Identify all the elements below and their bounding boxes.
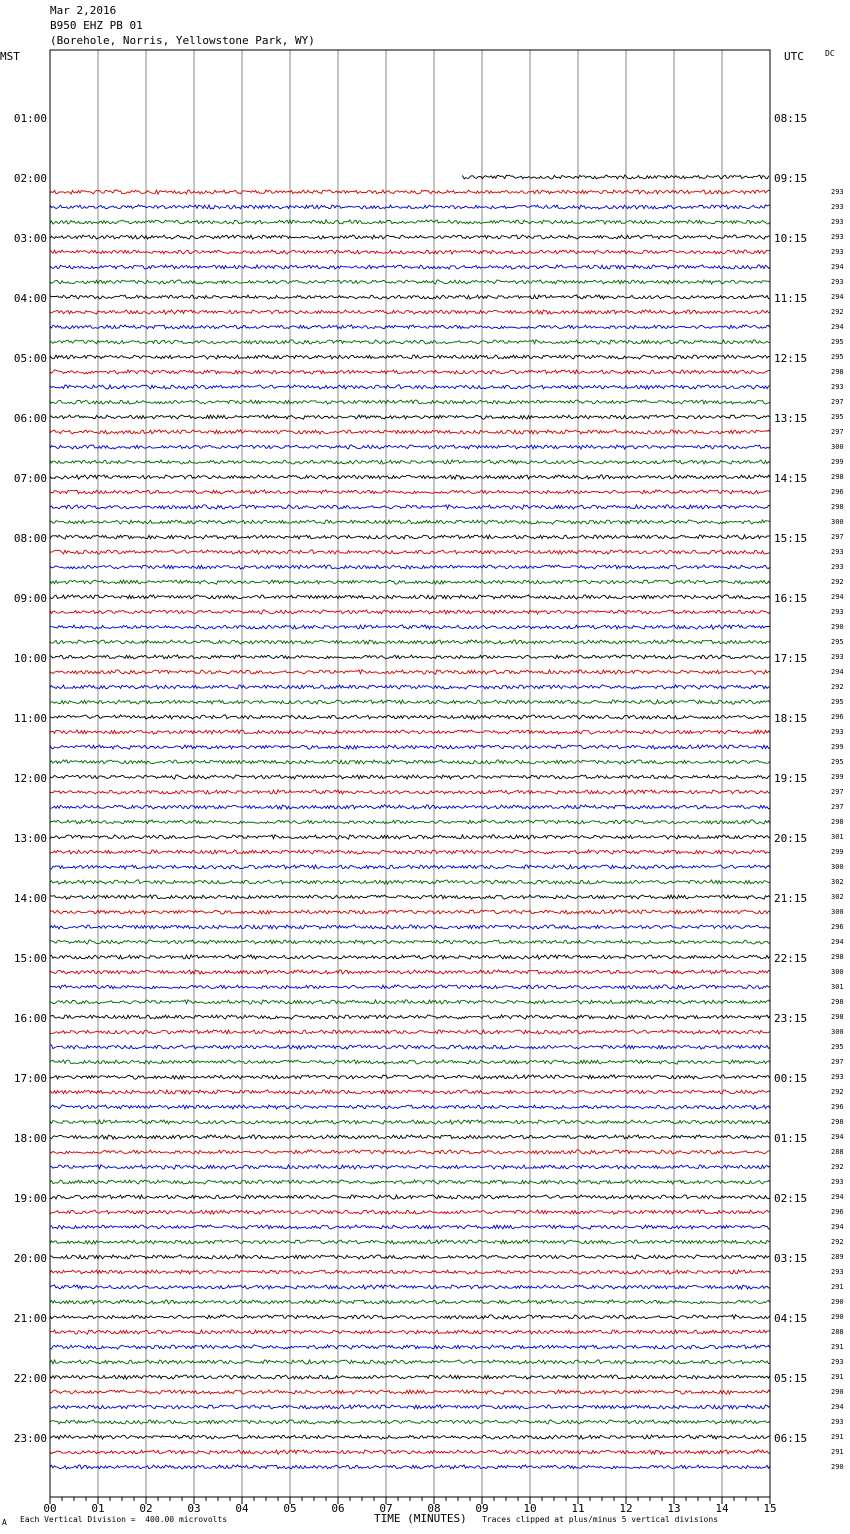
- row-value: 292: [831, 308, 844, 316]
- left-hour-label: 19:00: [13, 1192, 47, 1205]
- row-value: 294: [831, 1403, 844, 1411]
- trace-line: [50, 235, 770, 239]
- trace-line: [50, 655, 770, 659]
- row-value: 293: [831, 1418, 844, 1426]
- trace-line: [50, 400, 770, 404]
- row-value: 292: [831, 683, 844, 691]
- trace-line: [50, 850, 770, 854]
- right-hour-label: 02:15: [774, 1192, 808, 1205]
- row-value: 293: [831, 218, 844, 226]
- trace-line: [50, 1060, 770, 1064]
- trace-line: [50, 1390, 770, 1394]
- trace-line: [50, 1000, 770, 1004]
- trace-line: [50, 775, 770, 779]
- trace-line: [50, 685, 770, 689]
- row-value: 298: [831, 953, 844, 961]
- header-location: (Borehole, Norris, Yellowstone Park, WY): [50, 34, 315, 47]
- row-value: 288: [831, 1148, 844, 1156]
- trace-line: [50, 1360, 770, 1364]
- row-value: 295: [831, 758, 844, 766]
- x-tick-label: 00: [43, 1502, 57, 1515]
- trace-line: [50, 1015, 770, 1019]
- right-hour-label: 05:15: [774, 1372, 808, 1385]
- row-value: 300: [831, 908, 844, 916]
- trace-line: [50, 535, 770, 539]
- trace-line: [50, 220, 770, 224]
- x-tick-label: 03: [187, 1502, 201, 1515]
- trace-line: [50, 1120, 770, 1124]
- trace-line: [50, 865, 770, 869]
- right-hour-label: 16:15: [774, 592, 808, 605]
- right-hour-label: 22:15: [774, 952, 808, 965]
- row-value: 291: [831, 1448, 844, 1456]
- row-value: 294: [831, 938, 844, 946]
- trace-line: [463, 175, 769, 179]
- trace-line: [50, 1465, 770, 1469]
- x-tick-label: 08: [427, 1502, 441, 1515]
- row-value: 293: [831, 608, 844, 616]
- trace-line: [50, 745, 770, 749]
- row-value: 298: [831, 1118, 844, 1126]
- trace-line: [50, 1180, 770, 1184]
- row-value: 291: [831, 1433, 844, 1441]
- row-value: 293: [831, 233, 844, 241]
- left-hour-label: 11:00: [13, 712, 47, 725]
- row-value: 291: [831, 1343, 844, 1351]
- right-hour-label: 10:15: [774, 232, 808, 245]
- row-value: 299: [831, 773, 844, 781]
- trace-line: [50, 715, 770, 719]
- trace-line: [50, 1135, 770, 1139]
- trace-line: [50, 445, 770, 449]
- trace-line: [50, 1300, 770, 1304]
- trace-line: [50, 1045, 770, 1049]
- trace-line: [50, 1240, 770, 1244]
- row-value: 298: [831, 473, 844, 481]
- trace-line: [50, 490, 770, 494]
- row-value: 295: [831, 338, 844, 346]
- trace-line: [50, 385, 770, 389]
- x-tick-label: 05: [283, 1502, 297, 1515]
- row-value: 290: [831, 1313, 844, 1321]
- row-value: 293: [831, 548, 844, 556]
- right-hour-label: 17:15: [774, 652, 808, 665]
- trace-line: [50, 1435, 770, 1439]
- trace-line: [50, 1105, 770, 1109]
- x-tick-label: 06: [331, 1502, 345, 1515]
- row-value: 300: [831, 863, 844, 871]
- row-value: 299: [831, 848, 844, 856]
- row-value: 295: [831, 638, 844, 646]
- left-hour-label: 07:00: [13, 472, 47, 485]
- trace-line: [50, 550, 770, 554]
- x-tick-label: 11: [571, 1502, 585, 1515]
- scale-note: Each Vertical Division = 400.00 microvolts: [20, 1515, 228, 1524]
- left-hour-label: 21:00: [13, 1312, 47, 1325]
- row-value: 293: [831, 728, 844, 736]
- trace-line: [50, 1255, 770, 1259]
- row-value: 296: [831, 1208, 844, 1216]
- trace-line: [50, 730, 770, 734]
- x-tick-label: 04: [235, 1502, 249, 1515]
- row-value: 293: [831, 563, 844, 571]
- x-tick-label: 01: [91, 1502, 105, 1515]
- row-value: 297: [831, 788, 844, 796]
- row-value: 293: [831, 1073, 844, 1081]
- trace-line: [50, 1330, 770, 1334]
- left-hour-label: 13:00: [13, 832, 47, 845]
- row-value: 292: [831, 1088, 844, 1096]
- row-value: 294: [831, 1133, 844, 1141]
- row-value: 290: [831, 1298, 844, 1306]
- row-value: 290: [831, 1388, 844, 1396]
- left-hour-labels: [14, 112, 47, 1445]
- row-value: 293: [831, 248, 844, 256]
- trace-line: [50, 310, 770, 314]
- row-value: 294: [831, 323, 844, 331]
- trace-line: [50, 1375, 770, 1379]
- trace-line: [50, 1345, 770, 1349]
- x-tick-label: 09: [475, 1502, 489, 1515]
- left-hour-label: 01:00: [13, 112, 47, 125]
- row-value: 302: [831, 878, 844, 886]
- right-hour-label: 00:15: [774, 1072, 808, 1085]
- row-value: 291: [831, 1373, 844, 1381]
- row-value: 299: [831, 743, 844, 751]
- row-value: 288: [831, 1328, 844, 1336]
- trace-line: [50, 640, 770, 644]
- trace-line: [50, 1285, 770, 1289]
- trace-line: [50, 505, 770, 509]
- row-value: 300: [831, 968, 844, 976]
- left-hour-label: 14:00: [13, 892, 47, 905]
- left-hour-label: 03:00: [13, 232, 47, 245]
- trace-line: [50, 610, 770, 614]
- right-hour-label: 09:15: [774, 172, 808, 185]
- left-hour-label: 22:00: [13, 1372, 47, 1385]
- trace-line: [50, 1075, 770, 1079]
- left-hour-label: 10:00: [13, 652, 47, 665]
- row-value: 297: [831, 398, 844, 406]
- trace-line: [50, 910, 770, 914]
- row-value: 298: [831, 998, 844, 1006]
- right-timezone-label: UTC: [784, 50, 804, 63]
- header-date: Mar 2,2016: [50, 4, 117, 17]
- right-hour-label: 23:15: [774, 1012, 808, 1025]
- left-hour-label: 23:00: [13, 1432, 47, 1445]
- row-value: 292: [831, 1238, 844, 1246]
- x-tick-label: 02: [139, 1502, 153, 1515]
- row-value: 292: [831, 1163, 844, 1171]
- trace-line: [50, 430, 770, 434]
- row-value: 294: [831, 1193, 844, 1201]
- left-hour-label: 18:00: [13, 1132, 47, 1145]
- trace-line: [50, 1210, 770, 1214]
- trace-line: [50, 325, 770, 329]
- left-hour-label: 16:00: [13, 1012, 47, 1025]
- row-value: 294: [831, 1223, 844, 1231]
- row-value: 295: [831, 413, 844, 421]
- row-value: 300: [831, 443, 844, 451]
- trace-line: [50, 1195, 770, 1199]
- trace-line: [50, 835, 770, 839]
- trace-line: [50, 940, 770, 944]
- trace-line: [50, 265, 770, 269]
- trace-line: [50, 820, 770, 824]
- trace-line: [50, 1150, 770, 1154]
- right-hour-label: 08:15: [774, 112, 808, 125]
- row-value: 290: [831, 1463, 844, 1471]
- row-value: 301: [831, 833, 844, 841]
- trace-line: [50, 1420, 770, 1424]
- row-value: 297: [831, 428, 844, 436]
- trace-line: [50, 700, 770, 704]
- x-tick-label: 13: [667, 1502, 681, 1515]
- right-hour-label: 11:15: [774, 292, 808, 305]
- trace-line: [50, 520, 770, 524]
- row-value: 289: [831, 1253, 844, 1261]
- x-tick-label: 12: [619, 1502, 633, 1515]
- row-value: 298: [831, 1013, 844, 1021]
- trace-line: [50, 295, 770, 299]
- right-hour-label: 13:15: [774, 412, 808, 425]
- right-hour-labels: [774, 112, 807, 1445]
- row-value: 294: [831, 593, 844, 601]
- row-value: 300: [831, 518, 844, 526]
- left-hour-label: 15:00: [13, 952, 47, 965]
- trace-line: [50, 565, 770, 569]
- row-value: 295: [831, 698, 844, 706]
- row-value: 293: [831, 278, 844, 286]
- trace-line: [50, 955, 770, 959]
- trace-line: [50, 190, 770, 194]
- row-value: 297: [831, 533, 844, 541]
- clip-note: Traces clipped at plus/minus 5 vertical divisions: [482, 1515, 719, 1524]
- row-value: 295: [831, 353, 844, 361]
- trace-line: [50, 1090, 770, 1094]
- trace-line: [50, 280, 770, 284]
- right-hour-label: 15:15: [774, 532, 808, 545]
- row-value: 294: [831, 668, 844, 676]
- trace-line: [50, 1165, 770, 1169]
- row-values: [831, 188, 844, 1471]
- row-value: 298: [831, 818, 844, 826]
- left-hour-label: 17:00: [13, 1072, 47, 1085]
- row-value: 302: [831, 893, 844, 901]
- left-hour-label: 06:00: [13, 412, 47, 425]
- trace-line: [50, 1450, 770, 1454]
- trace-line: [50, 250, 770, 254]
- row-value: 290: [831, 623, 844, 631]
- trace-line: [50, 340, 770, 344]
- row-value: 294: [831, 263, 844, 271]
- x-tick-label: 15: [763, 1502, 777, 1515]
- trace-line: [50, 895, 770, 899]
- x-tick-label: 10: [523, 1502, 537, 1515]
- row-value: 298: [831, 503, 844, 511]
- right-hour-label: 14:15: [774, 472, 808, 485]
- trace-line: [50, 985, 770, 989]
- corner-mark: A: [2, 1518, 7, 1527]
- trace-line: [50, 970, 770, 974]
- row-value: 296: [831, 923, 844, 931]
- row-value: 296: [831, 1103, 844, 1111]
- trace-line: [50, 1225, 770, 1229]
- trace-line: [50, 925, 770, 929]
- trace-line: [50, 1030, 770, 1034]
- trace-line: [50, 625, 770, 629]
- right-hour-label: 21:15: [774, 892, 808, 905]
- row-value: 294: [831, 293, 844, 301]
- dc-label: DC: [825, 49, 835, 58]
- row-value: 300: [831, 1028, 844, 1036]
- right-hour-label: 04:15: [774, 1312, 808, 1325]
- row-value: 293: [831, 1268, 844, 1276]
- row-value: 293: [831, 653, 844, 661]
- left-hour-label: 02:00: [13, 172, 47, 185]
- left-hour-label: 08:00: [13, 532, 47, 545]
- row-value: 293: [831, 203, 844, 211]
- right-hour-label: 12:15: [774, 352, 808, 365]
- row-value: 292: [831, 578, 844, 586]
- seismic-traces: [50, 175, 770, 1469]
- right-hour-label: 20:15: [774, 832, 808, 845]
- trace-line: [50, 1405, 770, 1409]
- row-value: 297: [831, 1058, 844, 1066]
- right-hour-label: 19:15: [774, 772, 808, 785]
- trace-line: [50, 595, 770, 599]
- trace-line: [50, 790, 770, 794]
- left-timezone-label: MST: [0, 50, 20, 63]
- row-value: 296: [831, 488, 844, 496]
- row-value: 293: [831, 188, 844, 196]
- trace-line: [50, 205, 770, 209]
- trace-line: [50, 370, 770, 374]
- left-hour-label: 09:00: [13, 592, 47, 605]
- row-value: 299: [831, 458, 844, 466]
- trace-line: [50, 805, 770, 809]
- row-value: 293: [831, 1178, 844, 1186]
- row-value: 298: [831, 368, 844, 376]
- row-value: 296: [831, 713, 844, 721]
- left-hour-label: 12:00: [13, 772, 47, 785]
- header-station: B950 EHZ PB 01: [50, 19, 143, 32]
- right-hour-label: 03:15: [774, 1252, 808, 1265]
- row-value: 291: [831, 1283, 844, 1291]
- row-value: 293: [831, 383, 844, 391]
- right-hour-label: 01:15: [774, 1132, 808, 1145]
- left-hour-label: 05:00: [13, 352, 47, 365]
- row-value: 297: [831, 803, 844, 811]
- right-hour-label: 06:15: [774, 1432, 808, 1445]
- trace-line: [50, 1315, 770, 1319]
- trace-line: [50, 880, 770, 884]
- trace-line: [50, 415, 770, 419]
- right-hour-label: 18:15: [774, 712, 808, 725]
- trace-line: [50, 580, 770, 584]
- row-value: 301: [831, 983, 844, 991]
- row-value: 293: [831, 1358, 844, 1366]
- trace-line: [50, 475, 770, 479]
- trace-line: [50, 355, 770, 359]
- x-tick-label: 07: [379, 1502, 393, 1515]
- x-axis-label: TIME (MINUTES): [374, 1512, 467, 1525]
- trace-line: [50, 670, 770, 674]
- left-hour-label: 04:00: [13, 292, 47, 305]
- trace-line: [50, 460, 770, 464]
- left-hour-label: 20:00: [13, 1252, 47, 1265]
- row-value: 295: [831, 1043, 844, 1051]
- x-tick-label: 14: [715, 1502, 729, 1515]
- trace-line: [50, 760, 770, 764]
- trace-line: [50, 1270, 770, 1274]
